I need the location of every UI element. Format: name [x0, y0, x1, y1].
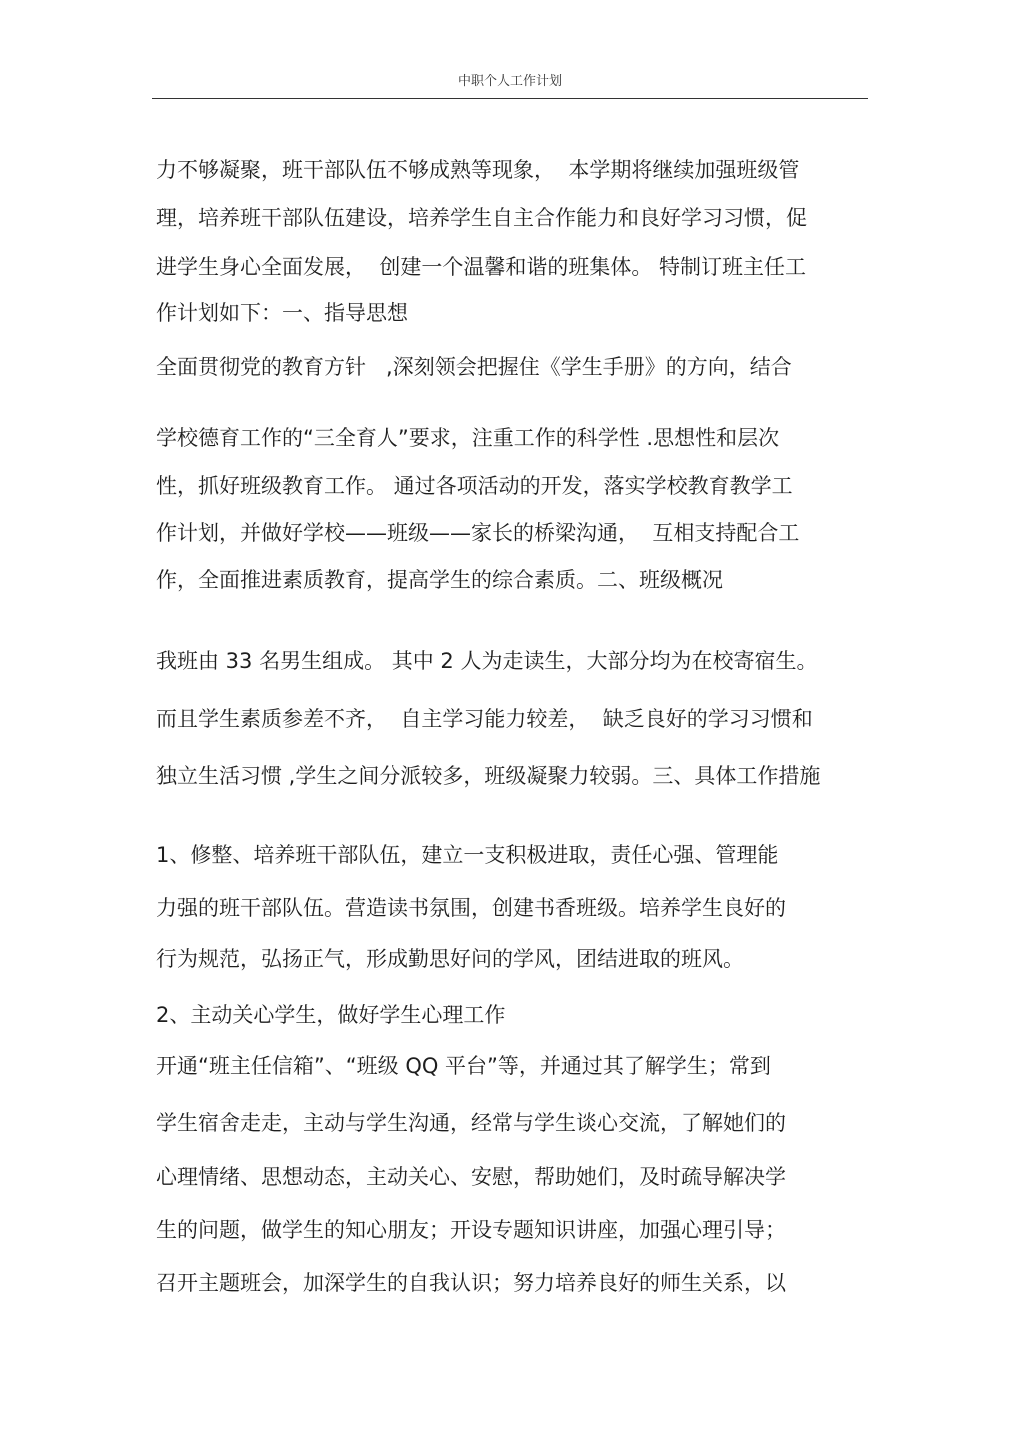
text-line: 学生宿舍走走，主动与学生沟通，经常与学生谈心交流，了解她们的 [156, 1111, 786, 1135]
text-line: 而且学生素质参差不齐， 自主学习能力较差， 缺乏良好的学习习惯和 [156, 707, 813, 731]
text-line: 作计划，并做好学校——班级——家长的桥梁沟通， 互相支持配合工 [156, 521, 800, 545]
text-line: 2、主动关心学生，做好学生心理工作 [156, 1003, 506, 1027]
text-line: 学校德育工作的“三全育人”要求，注重工作的科学性 .思想性和层次 [156, 426, 780, 450]
text-line: 力不够凝聚，班干部队伍不够成熟等现象， 本学期将继续加强班级管 [156, 158, 800, 182]
text-line: 心理情绪、思想动态，主动关心、安慰，帮助她们，及时疏导解决学 [156, 1165, 786, 1189]
text-line: 全面贯彻党的教育方针 ,深刻领会把握住《学生手册》的方向，结合 [156, 355, 792, 379]
text-line: 进学生身心全面发展， 创建一个温馨和谐的班集体。 特制订班主任工 [156, 255, 807, 279]
text-line: 生的问题，做学生的知心朋友；开设专题知识讲座，加强心理引导； [156, 1218, 786, 1242]
text-line: 作，全面推进素质教育，提高学生的综合素质。二、班级概况 [156, 568, 723, 592]
text-line: 性，抓好班级教育工作。 通过各项活动的开发，落实学校教育教学工 [156, 474, 793, 498]
text-line: 召开主题班会，加深学生的自我认识；努力培养良好的师生关系，以 [156, 1271, 786, 1295]
text-line: 力强的班干部队伍。营造读书氛围，创建书香班级。培养学生良好的 [156, 896, 786, 920]
text-line: 行为规范，弘扬正气，形成勤思好问的学风，团结进取的班风。 [156, 947, 744, 971]
text-line: 独立生活习惯 ,学生之间分派较多，班级凝聚力较弱。三、具体工作措施 [156, 764, 821, 788]
text-line: 理，培养班干部队伍建设，培养学生自主合作能力和良好学习习惯，促 [156, 206, 807, 230]
page-header-title: 中职个人工作计划 [457, 74, 562, 89]
header-rule [152, 98, 868, 99]
text-line: 1、修整、培养班干部队伍，建立一支积极进取，责任心强、管理能 [156, 843, 779, 867]
text-line: 开通“班主任信箱”、“班级 QQ 平台”等，并通过其了解学生；常到 [156, 1054, 771, 1078]
text-line: 我班由 33 名男生组成。 其中 2 人为走读生，大部分均为在校寄宿生。 [156, 649, 818, 673]
text-line: 作计划如下：一、指导思想 [156, 301, 408, 325]
